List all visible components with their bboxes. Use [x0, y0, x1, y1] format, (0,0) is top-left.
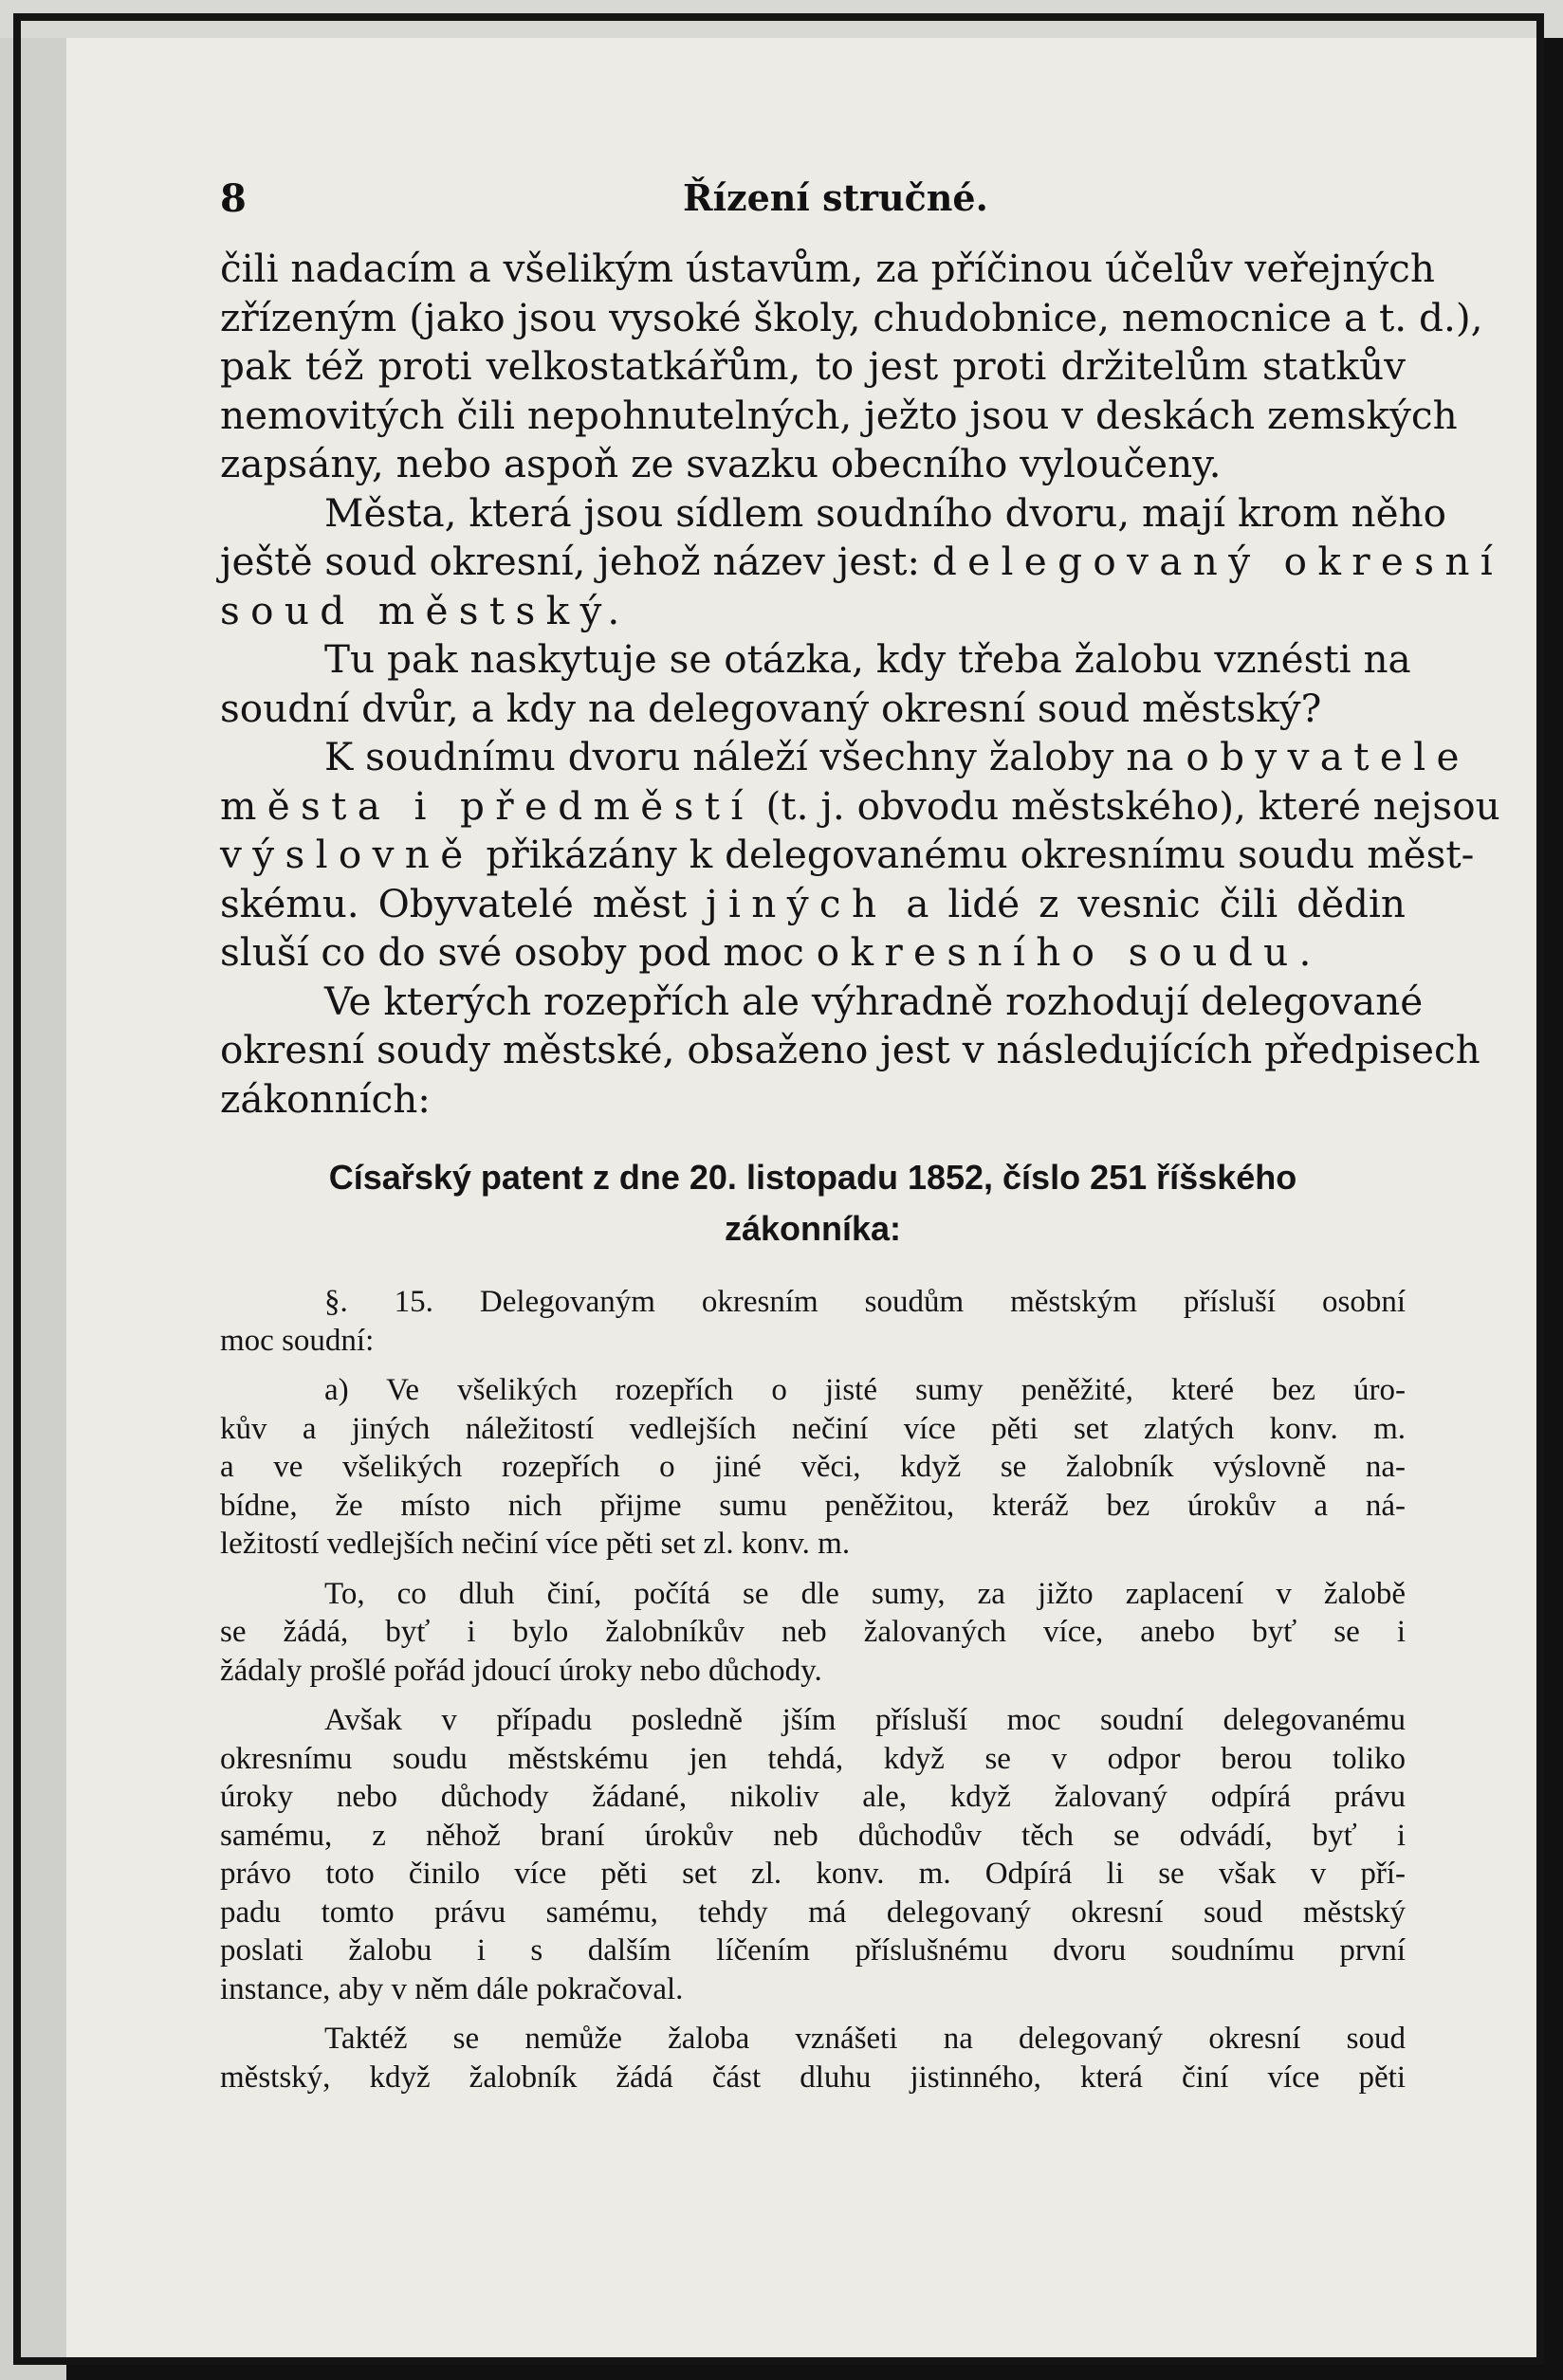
text-line: okresní soudy městské, obsaženo jest v následujících předpisech: [220, 1027, 1480, 1072]
text-span: skému. Obyvatelé měst: [220, 880, 688, 926]
text-line: městský, když žalobník žádá část dluhu jistinného, která činí více pěti: [220, 2060, 1406, 2095]
heading-line: zákonníka:: [724, 1209, 902, 1248]
emphasis-span: obyvatele: [1186, 734, 1470, 779]
text-span: ještě soud okresní, jehož název jest:: [220, 539, 921, 584]
paragraph-5: [220, 978, 1480, 1125]
text-line: [220, 733, 1470, 782]
text-line: a ve všelikých rozepřích o jiné věci, když se žalobník výslovně na-: [220, 1450, 1406, 1484]
text-line: pak též proti velkostatkářům, to jest proti držitelům statkův: [220, 343, 1406, 389]
paragraph-3: [220, 635, 1411, 733]
text-line: kův a jiných náležitostí vedlejších nečiní více pěti set zlatých konv. m.: [220, 1411, 1406, 1446]
text-line: [220, 782, 1500, 832]
text-line: čili nadacím a všelikým ústavům, za příčinou účelův veřejných: [220, 246, 1435, 291]
text-line: [220, 538, 1504, 587]
text-line: zapsány, nebo aspoň ze svazku obecního vyloučeny.: [220, 441, 1222, 486]
text-line: Avšak v případu posledně jším přísluší moc soudní delegovanému: [324, 1703, 1406, 1737]
text-line: [220, 587, 1406, 636]
text-line: nemovitých čili nepohnutelných, ježto jsou v deskách zemských: [220, 392, 1458, 438]
text-line: Ve kterých rozepřích ale výhradně rozhodují delegované: [324, 978, 1424, 1024]
page-number: 8: [220, 176, 247, 221]
text-line: právo toto činilo více pěti set zl. konv. m. Odpírá li se však v pří-: [220, 1857, 1406, 1891]
running-head: Řízení stručné.: [683, 176, 988, 219]
section-15: [220, 1283, 1406, 2096]
text-line: instance, aby v něm dále pokračoval.: [220, 1971, 684, 2006]
emphasis-span: soud městský.: [220, 587, 631, 633]
text-span: (t. j. obvodu městského), které nejsou: [765, 782, 1500, 829]
text-line: se žádá, byť i bylo žalobníkův neb žalovaných více, anebo byť se i: [220, 1615, 1406, 1649]
text-line: padu tomto právu samému, tehdy má delegovaný okresní soud městský: [220, 1895, 1406, 1930]
text-span: sluší co do své osoby pod moc: [220, 929, 804, 975]
text-line: [220, 928, 1406, 978]
emphasis-span: jiných: [706, 880, 888, 926]
text-line: soudní dvůr, a kdy na delegovaný okresní soud městský?: [220, 685, 1322, 731]
text-line: bídne, že místo nich přijme sumu peněžitou, kteráž bez úrokův a ná-: [220, 1488, 1406, 1523]
text-line: moc soudní:: [220, 1323, 375, 1358]
emphasis-span: delegovaný okresní: [931, 539, 1504, 584]
text-line: a) Ve všelikých rozepřích o jisté sumy peněžité, které bez úro-: [324, 1373, 1406, 1407]
text-line: Města, která jsou sídlem soudního dvoru, mají krom něho: [324, 489, 1447, 536]
text-line: žádaly prošlé pořád jdoucí úroky nebo důchody.: [220, 1653, 822, 1688]
text-span: K soudnímu dvoru náleží všechny žaloby na: [324, 734, 1174, 779]
text-span: přikázány k delegovanému okresnímu soudu měst-: [486, 832, 1475, 877]
text-line: Taktéž se nemůže žaloba vznášeti na delegovaný okresní soud: [324, 2022, 1406, 2056]
text-line: [220, 831, 1475, 880]
text-line: [220, 880, 1406, 929]
emphasis-span: města i předměstí: [220, 782, 754, 829]
text-line: Tu pak naskytuje se otázka, kdy třeba žalobu vznésti na: [324, 636, 1411, 682]
text-line: §. 15. Delegovaným okresním soudům městským přísluší osobní: [324, 1285, 1406, 1319]
text-line: ležitostí vedlejších nečiní více pěti set zl. konv. m.: [220, 1527, 851, 1561]
text-line: poslati žalobu i s dalším líčením příslušnému dvoru soudnímu první: [220, 1933, 1406, 1968]
text-line: úroky nebo důchody žádané, nikoliv ale, když žalovaný odpírá právu: [220, 1780, 1406, 1814]
text-line: samému, z něhož braní úrokův neb důchodův těch se odvádí, byť i: [220, 1818, 1406, 1853]
paragraph-1: [220, 245, 1483, 489]
patent-heading: [220, 1152, 1406, 1254]
text-line: To, co dluh činí, počítá se dle sumy, za jižto zaplacení v žalobě: [324, 1576, 1406, 1611]
text-span: a lidé z vesnic čili dědin: [906, 880, 1407, 926]
text-line: zákonních:: [220, 1075, 431, 1122]
emphasis-span: okresního soudu.: [816, 929, 1322, 975]
paragraph-2: [220, 489, 1504, 636]
text-line: zřízeným (jako jsou vysoké školy, chudobnice, nemocnice a t. d.),: [220, 294, 1483, 340]
emphasis-span: výslovně: [220, 832, 474, 877]
page-body: [220, 245, 1504, 2096]
paragraph-4: [220, 733, 1500, 978]
text-line: okresnímu soudu městskému jen tehdá, když se v odpor berou toliko: [220, 1741, 1406, 1776]
heading-line: Císařský patent z dne 20. listopadu 1852, číslo 251 říšského: [328, 1158, 1297, 1197]
